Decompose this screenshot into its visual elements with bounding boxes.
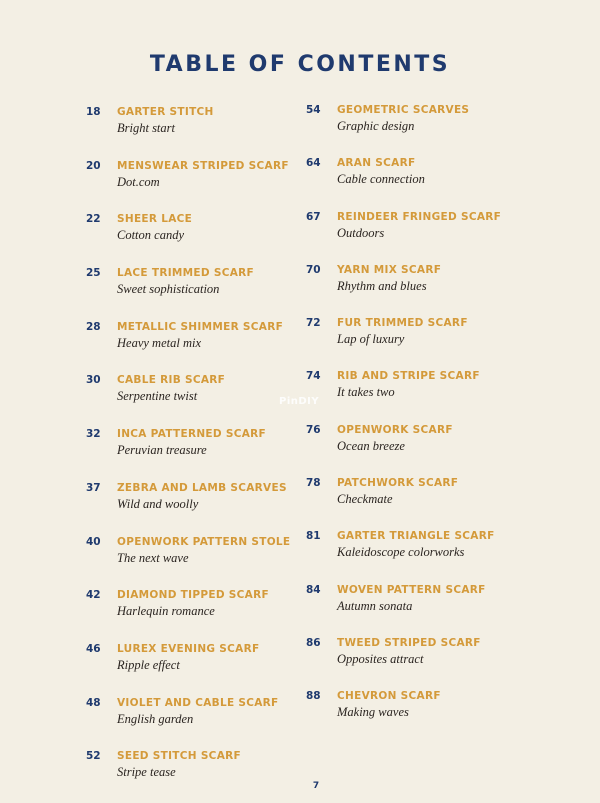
- page-number-label: 46: [86, 642, 101, 655]
- page-number: 7: [312, 781, 320, 791]
- entry-title: CHEVRON SCARF: [337, 690, 441, 703]
- page-number-label: 86: [306, 636, 321, 649]
- entry-title: METALLIC SHIMMER SCARF: [117, 320, 284, 333]
- entry-subtitle: Wild and woolly: [117, 496, 199, 511]
- entry-title: DIAMOND TIPPED SCARF: [117, 589, 269, 602]
- entry-title: SEED STITCH SCARF: [117, 750, 241, 763]
- page-number-label: 22: [86, 213, 101, 226]
- page-number-label: 84: [306, 583, 321, 596]
- entry-title: FUR TRIMMED SCARF: [337, 317, 468, 330]
- watermark: PinDIY: [279, 396, 320, 407]
- entry-subtitle: Checkmate: [337, 492, 393, 507]
- entry-subtitle: Cotton candy: [117, 228, 185, 243]
- page-number-label: 72: [306, 317, 321, 330]
- entry-subtitle: Serpentine twist: [117, 389, 198, 404]
- entry-title: RIB AND STRIPE SCARF: [337, 370, 480, 383]
- entry-subtitle: The next wave: [117, 550, 189, 565]
- entry-subtitle: Kaleidoscope colorworks: [337, 545, 465, 560]
- entry-subtitle: Rhythm and blues: [337, 278, 427, 293]
- toc-entry[interactable]: [306, 688, 566, 741]
- toc-entry[interactable]: [86, 426, 306, 480]
- toc-entry[interactable]: [86, 265, 306, 319]
- toc-entry[interactable]: [306, 209, 566, 262]
- toc-entry[interactable]: [86, 211, 306, 265]
- page-number-label: 20: [86, 159, 101, 172]
- page-number-label: 42: [86, 589, 101, 602]
- entry-title: SHEER LACE: [117, 213, 193, 226]
- toc-entry[interactable]: [86, 372, 306, 426]
- toc-entry[interactable]: [306, 262, 566, 315]
- entry-subtitle: Autumn sonata: [337, 598, 413, 613]
- toc-entry[interactable]: [306, 528, 566, 581]
- page-number-label: 18: [86, 106, 101, 118]
- entry-title: OPENWORK SCARF: [337, 423, 453, 436]
- entry-subtitle: It takes two: [337, 385, 395, 400]
- toc-entry[interactable]: [86, 104, 306, 158]
- entry-title: MENSWEAR STRIPED SCARF: [117, 159, 289, 172]
- entry-subtitle: Making waves: [337, 705, 409, 720]
- toc-entry[interactable]: [306, 155, 566, 208]
- entry-title: REINDEER FRINGED SCARF: [337, 210, 502, 223]
- contents-left-column: [86, 104, 306, 802]
- page-number-label: 28: [86, 320, 101, 333]
- page-number-label: 52: [86, 750, 101, 763]
- toc-entry[interactable]: [86, 587, 306, 641]
- entry-title: TWEED STRIPED SCARF: [337, 636, 481, 649]
- entry-subtitle: Graphic design: [337, 119, 415, 133]
- page-number-label: 88: [306, 690, 321, 703]
- toc-entry[interactable]: [306, 582, 566, 635]
- entry-title: YARN MIX SCARF: [337, 263, 442, 276]
- page-number-label: 76: [306, 423, 321, 436]
- page-number-label: 37: [86, 481, 101, 494]
- toc-entry[interactable]: [306, 422, 566, 475]
- page-number-label: 64: [306, 157, 321, 170]
- toc-entry[interactable]: [306, 368, 566, 421]
- entry-title: GARTER STITCH: [117, 106, 214, 118]
- entry-subtitle: Ripple effect: [117, 657, 180, 672]
- contents-right-column: [306, 102, 566, 742]
- toc-entry[interactable]: [306, 102, 566, 155]
- entry-subtitle: Lap of luxury: [337, 332, 405, 347]
- toc-entry[interactable]: [86, 319, 306, 373]
- toc-entry[interactable]: [306, 475, 566, 528]
- entry-subtitle: Sweet sophistication: [117, 282, 220, 297]
- page-number-label: 32: [86, 428, 101, 441]
- entry-title: CABLE RIB SCARF: [117, 374, 226, 387]
- page-number-label: 78: [306, 477, 321, 490]
- page-number-label: 40: [86, 535, 101, 548]
- entry-subtitle: Peruvian treasure: [117, 443, 207, 458]
- page-number-label: 30: [86, 374, 101, 387]
- entry-title: ZEBRA AND LAMB SCARVES: [117, 481, 287, 494]
- entry-subtitle: Cable connection: [337, 172, 425, 187]
- toc-entry[interactable]: [86, 748, 306, 802]
- toc-entry[interactable]: [86, 534, 306, 588]
- entry-title: OPENWORK PATTERN STOLE: [117, 535, 291, 548]
- entry-title: ARAN SCARF: [337, 157, 416, 170]
- page-number-label: 81: [306, 530, 321, 543]
- toc-entry[interactable]: [306, 315, 566, 368]
- entry-subtitle: Harlequin romance: [117, 604, 215, 619]
- entry-title: INCA PATTERNED SCARF: [117, 428, 267, 441]
- toc-entry[interactable]: [306, 635, 566, 688]
- page-number-label: 54: [306, 104, 321, 116]
- page-number-label: 74: [306, 370, 321, 383]
- entry-subtitle: Opposites attract: [337, 651, 424, 666]
- entry-subtitle: Dot.com: [117, 174, 160, 189]
- entry-subtitle: English garden: [117, 711, 194, 726]
- entry-title: LACE TRIMMED SCARF: [117, 267, 254, 280]
- page-number-label: 25: [86, 267, 101, 280]
- entry-title: PATCHWORK SCARF: [337, 477, 459, 490]
- entry-title: GEOMETRIC SCARVES: [337, 104, 470, 116]
- toc-entry[interactable]: [86, 641, 306, 695]
- entry-subtitle: Bright start: [117, 121, 175, 135]
- page-number-label: 70: [306, 263, 321, 276]
- entry-title: GARTER TRIANGLE SCARF: [337, 530, 495, 543]
- page-title: TABLE OF CONTENTS: [149, 52, 451, 77]
- entry-title: WOVEN PATTERN SCARF: [337, 583, 486, 596]
- toc-entry[interactable]: [86, 158, 306, 212]
- page-number-label: 48: [86, 696, 101, 709]
- toc-entry[interactable]: [86, 695, 306, 749]
- entry-subtitle: Outdoors: [337, 225, 385, 240]
- page-number-label: 67: [306, 210, 321, 223]
- entry-subtitle: Stripe tease: [117, 765, 176, 780]
- toc-entry[interactable]: [86, 480, 306, 534]
- entry-title: VIOLET AND CABLE SCARF: [117, 696, 279, 709]
- entry-subtitle: Ocean breeze: [337, 438, 405, 453]
- entry-title: LUREX EVENING SCARF: [117, 642, 260, 655]
- entry-subtitle: Heavy metal mix: [117, 335, 201, 350]
